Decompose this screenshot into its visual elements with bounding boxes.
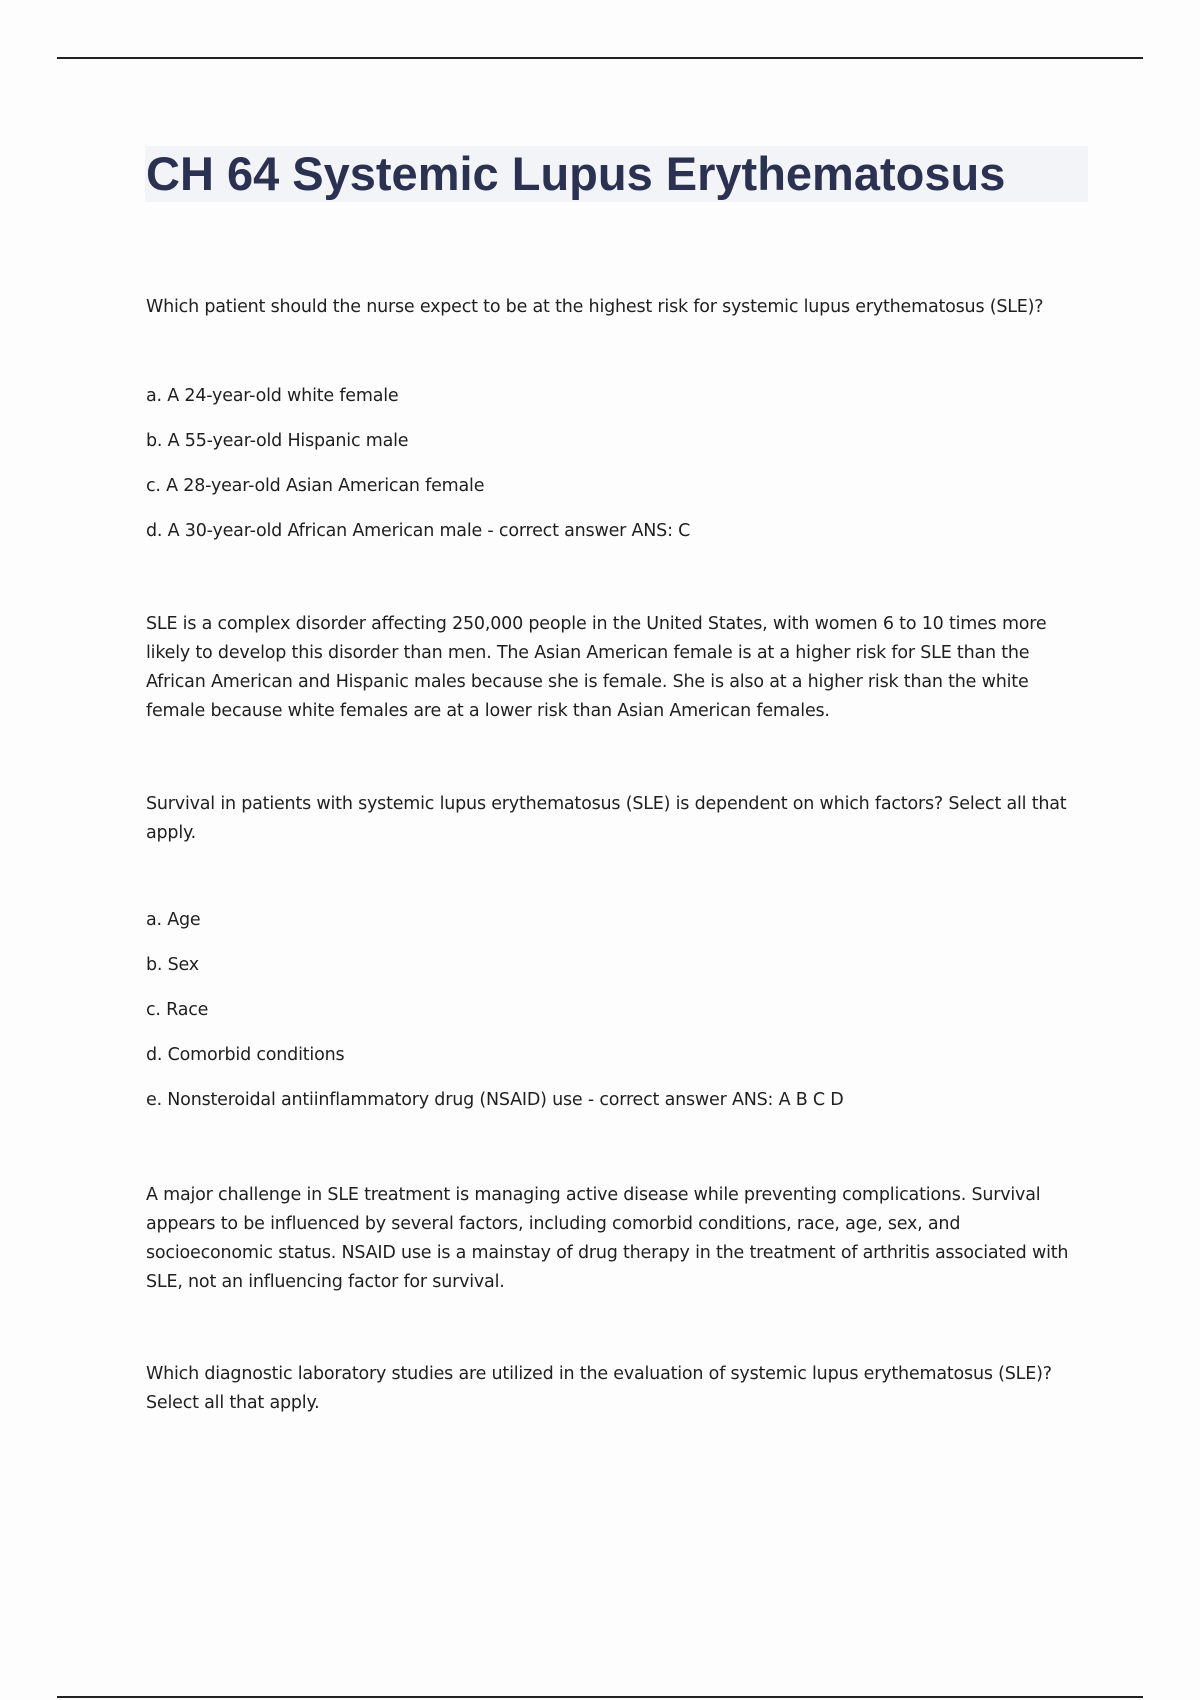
question-2-option-d: d. Comorbid conditions bbox=[146, 1045, 345, 1065]
question-3-text: Which diagnostic laboratory studies are utilized in the evaluation of systemic lupus erythematosus (SLE)? Select all that apply. bbox=[146, 1364, 1052, 1413]
question-2-option-a: a. Age bbox=[146, 910, 201, 930]
question-2-explanation: A major challenge in SLE treatment is managing active disease while preventing complications. Survival appears to be influenced by several factors, including comorbid conditions, race, age, sex, and socioeconomic status. NSAID use is a mainstay of drug therapy in the treatment of arthritis associated with SLE, not an influencing factor for survival. bbox=[146, 1185, 1069, 1292]
question-1-option-d: d. A 30-year-old African American male - correct answer ANS: C bbox=[146, 521, 691, 541]
question-2-option-b: b. Sex bbox=[146, 955, 199, 975]
question-1-option-c: c. A 28-year-old Asian American female bbox=[146, 476, 485, 496]
question-2-option-c: c. Race bbox=[146, 1000, 209, 1020]
page-title: CH 64 Systemic Lupus Erythematosus bbox=[146, 147, 1006, 200]
question-2-option-e: e. Nonsteroidal antiinflammatory drug (NSAID) use - correct answer ANS: A B C D bbox=[146, 1090, 844, 1110]
question-1-text: Which patient should the nurse expect to be at the highest risk for systemic lupus erythematosus (SLE)? bbox=[146, 297, 1044, 317]
question-1-option-a: a. A 24-year-old white female bbox=[146, 386, 399, 406]
question-1-explanation: SLE is a complex disorder affecting 250,000 people in the United States, with women 6 to 10 times more likely to develop this disorder than men. The Asian American female is at a higher risk for SLE than the African American and Hispanic males because she is female. She is also at a higher risk than the white female because white females are at a lower risk than Asian American females. bbox=[146, 614, 1047, 721]
question-1-option-b: b. A 55-year-old Hispanic male bbox=[146, 431, 409, 451]
question-1-options bbox=[146, 385, 1091, 565]
top-rule bbox=[57, 57, 1143, 59]
question-2-text: Survival in patients with systemic lupus erythematosus (SLE) is dependent on which factors? Select all that apply. bbox=[146, 794, 1067, 843]
question-2-options bbox=[146, 909, 1091, 1134]
bottom-rule bbox=[57, 1696, 1143, 1698]
